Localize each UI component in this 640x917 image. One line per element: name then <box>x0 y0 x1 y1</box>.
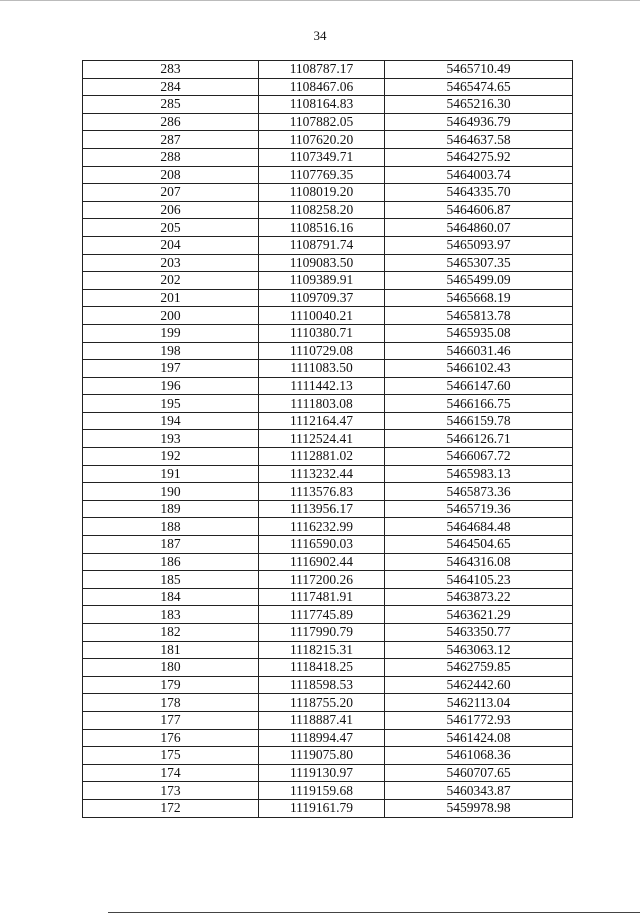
point-number-cell: 187 <box>83 536 259 554</box>
table-row <box>83 395 573 413</box>
y-coordinate-cell: 5461068.36 <box>385 747 573 765</box>
y-coordinate-cell: 5466102.43 <box>385 360 573 378</box>
point-number-cell: 206 <box>83 201 259 219</box>
point-number-cell: 186 <box>83 553 259 571</box>
table-row <box>83 61 573 79</box>
table-row <box>83 711 573 729</box>
y-coordinate-cell: 5464936.79 <box>385 113 573 131</box>
table-row <box>83 166 573 184</box>
y-coordinate-cell: 5459978.98 <box>385 799 573 817</box>
table-row <box>83 272 573 290</box>
y-coordinate-cell: 5464860.07 <box>385 219 573 237</box>
point-number-cell: 188 <box>83 518 259 536</box>
y-coordinate-cell: 5461424.08 <box>385 729 573 747</box>
point-number-cell: 183 <box>83 606 259 624</box>
table-row <box>83 307 573 325</box>
table-row <box>83 747 573 765</box>
page-number: 34 <box>313 28 327 43</box>
table-row <box>83 606 573 624</box>
table-row <box>83 483 573 501</box>
point-number-cell: 200 <box>83 307 259 325</box>
y-coordinate-cell: 5464637.58 <box>385 131 573 149</box>
y-coordinate-cell: 5464684.48 <box>385 518 573 536</box>
y-coordinate-cell: 5466159.78 <box>385 412 573 430</box>
x-coordinate-cell: 1119159.68 <box>259 782 385 800</box>
point-number-cell: 202 <box>83 272 259 290</box>
point-number-cell: 181 <box>83 641 259 659</box>
y-coordinate-cell: 5465873.36 <box>385 483 573 501</box>
table-row <box>83 254 573 272</box>
x-coordinate-cell: 1113956.17 <box>259 500 385 518</box>
y-coordinate-cell: 5465499.09 <box>385 272 573 290</box>
point-number-cell: 178 <box>83 694 259 712</box>
x-coordinate-cell: 1116590.03 <box>259 536 385 554</box>
table-row <box>83 219 573 237</box>
table-row <box>83 553 573 571</box>
table-row <box>83 412 573 430</box>
y-coordinate-cell: 5462442.60 <box>385 676 573 694</box>
y-coordinate-cell: 5465668.19 <box>385 289 573 307</box>
x-coordinate-cell: 1116902.44 <box>259 553 385 571</box>
point-number-cell: 177 <box>83 711 259 729</box>
x-coordinate-cell: 1109709.37 <box>259 289 385 307</box>
y-coordinate-cell: 5465307.35 <box>385 254 573 272</box>
table-row <box>83 588 573 606</box>
point-number-cell: 172 <box>83 799 259 817</box>
point-number-cell: 195 <box>83 395 259 413</box>
y-coordinate-cell: 5465813.78 <box>385 307 573 325</box>
x-coordinate-cell: 1113576.83 <box>259 483 385 501</box>
point-number-cell: 207 <box>83 184 259 202</box>
x-coordinate-cell: 1118994.47 <box>259 729 385 747</box>
x-coordinate-cell: 1112881.02 <box>259 448 385 466</box>
point-number-cell: 283 <box>83 61 259 79</box>
x-coordinate-cell: 1108787.17 <box>259 61 385 79</box>
y-coordinate-cell: 5464335.70 <box>385 184 573 202</box>
y-coordinate-cell: 5462759.85 <box>385 659 573 677</box>
table-row <box>83 78 573 96</box>
y-coordinate-cell: 5464504.65 <box>385 536 573 554</box>
y-coordinate-cell: 5464275.92 <box>385 148 573 166</box>
y-coordinate-cell: 5465093.97 <box>385 236 573 254</box>
table-row <box>83 131 573 149</box>
coordinates-table <box>82 60 573 818</box>
table-row <box>83 201 573 219</box>
x-coordinate-cell: 1119130.97 <box>259 764 385 782</box>
table-row <box>83 342 573 360</box>
point-number-cell: 175 <box>83 747 259 765</box>
table-row <box>83 113 573 131</box>
x-coordinate-cell: 1107769.35 <box>259 166 385 184</box>
point-number-cell: 197 <box>83 360 259 378</box>
x-coordinate-cell: 1117200.26 <box>259 571 385 589</box>
x-coordinate-cell: 1117481.91 <box>259 588 385 606</box>
point-number-cell: 196 <box>83 377 259 395</box>
table-row <box>83 676 573 694</box>
y-coordinate-cell: 5466031.46 <box>385 342 573 360</box>
table-row <box>83 764 573 782</box>
x-coordinate-cell: 1111803.08 <box>259 395 385 413</box>
x-coordinate-cell: 1119075.80 <box>259 747 385 765</box>
table-row <box>83 729 573 747</box>
x-coordinate-cell: 1107882.05 <box>259 113 385 131</box>
point-number-cell: 184 <box>83 588 259 606</box>
point-number-cell: 285 <box>83 96 259 114</box>
point-number-cell: 201 <box>83 289 259 307</box>
point-number-cell: 288 <box>83 148 259 166</box>
point-number-cell: 198 <box>83 342 259 360</box>
x-coordinate-cell: 1107620.20 <box>259 131 385 149</box>
table-row <box>83 360 573 378</box>
x-coordinate-cell: 1109389.91 <box>259 272 385 290</box>
x-coordinate-cell: 1112524.41 <box>259 430 385 448</box>
y-coordinate-cell: 5464105.23 <box>385 571 573 589</box>
x-coordinate-cell: 1118887.41 <box>259 711 385 729</box>
y-coordinate-cell: 5466166.75 <box>385 395 573 413</box>
x-coordinate-cell: 1116232.99 <box>259 518 385 536</box>
point-number-cell: 189 <box>83 500 259 518</box>
table-row <box>83 518 573 536</box>
x-coordinate-cell: 1108019.20 <box>259 184 385 202</box>
x-coordinate-cell: 1108467.06 <box>259 78 385 96</box>
point-number-cell: 199 <box>83 324 259 342</box>
point-number-cell: 203 <box>83 254 259 272</box>
point-number-cell: 287 <box>83 131 259 149</box>
table-row <box>83 799 573 817</box>
y-coordinate-cell: 5461772.93 <box>385 711 573 729</box>
x-coordinate-cell: 1119161.79 <box>259 799 385 817</box>
table-row <box>83 782 573 800</box>
y-coordinate-cell: 5465935.08 <box>385 324 573 342</box>
point-number-cell: 176 <box>83 729 259 747</box>
point-number-cell: 284 <box>83 78 259 96</box>
x-coordinate-cell: 1111442.13 <box>259 377 385 395</box>
y-coordinate-cell: 5463063.12 <box>385 641 573 659</box>
x-coordinate-cell: 1108164.83 <box>259 96 385 114</box>
y-coordinate-cell: 5462113.04 <box>385 694 573 712</box>
point-number-cell: 173 <box>83 782 259 800</box>
y-coordinate-cell: 5465216.30 <box>385 96 573 114</box>
y-coordinate-cell: 5465983.13 <box>385 465 573 483</box>
x-coordinate-cell: 1112164.47 <box>259 412 385 430</box>
y-coordinate-cell: 5465474.65 <box>385 78 573 96</box>
x-coordinate-cell: 1110040.21 <box>259 307 385 325</box>
table-row <box>83 659 573 677</box>
point-number-cell: 286 <box>83 113 259 131</box>
y-coordinate-cell: 5466067.72 <box>385 448 573 466</box>
point-number-cell: 191 <box>83 465 259 483</box>
table-row <box>83 641 573 659</box>
x-coordinate-cell: 1117745.89 <box>259 606 385 624</box>
point-number-cell: 180 <box>83 659 259 677</box>
y-coordinate-cell: 5464003.74 <box>385 166 573 184</box>
x-coordinate-cell: 1107349.71 <box>259 148 385 166</box>
x-coordinate-cell: 1118598.53 <box>259 676 385 694</box>
table-row <box>83 236 573 254</box>
point-number-cell: 193 <box>83 430 259 448</box>
x-coordinate-cell: 1110729.08 <box>259 342 385 360</box>
coordinates-table-body <box>83 61 573 818</box>
y-coordinate-cell: 5466147.60 <box>385 377 573 395</box>
table-row <box>83 694 573 712</box>
point-number-cell: 174 <box>83 764 259 782</box>
table-row <box>83 148 573 166</box>
table-row <box>83 571 573 589</box>
table-row <box>83 377 573 395</box>
y-coordinate-cell: 5466126.71 <box>385 430 573 448</box>
x-coordinate-cell: 1110380.71 <box>259 324 385 342</box>
y-coordinate-cell: 5463873.22 <box>385 588 573 606</box>
page-top-edge <box>0 0 640 1</box>
point-number-cell: 182 <box>83 624 259 642</box>
table-row <box>83 289 573 307</box>
x-coordinate-cell: 1109083.50 <box>259 254 385 272</box>
point-number-cell: 190 <box>83 483 259 501</box>
table-row <box>83 96 573 114</box>
point-number-cell: 192 <box>83 448 259 466</box>
point-number-cell: 204 <box>83 236 259 254</box>
y-coordinate-cell: 5465719.36 <box>385 500 573 518</box>
x-coordinate-cell: 1108258.20 <box>259 201 385 219</box>
x-coordinate-cell: 1108791.74 <box>259 236 385 254</box>
table-row <box>83 536 573 554</box>
x-coordinate-cell: 1117990.79 <box>259 624 385 642</box>
table-row <box>83 465 573 483</box>
table-row <box>83 430 573 448</box>
table-row <box>83 500 573 518</box>
point-number-cell: 205 <box>83 219 259 237</box>
table-row <box>83 324 573 342</box>
bottom-rule <box>108 912 640 913</box>
table-row <box>83 624 573 642</box>
table-row <box>83 448 573 466</box>
x-coordinate-cell: 1118418.25 <box>259 659 385 677</box>
y-coordinate-cell: 5460707.65 <box>385 764 573 782</box>
x-coordinate-cell: 1118215.31 <box>259 641 385 659</box>
y-coordinate-cell: 5463350.77 <box>385 624 573 642</box>
y-coordinate-cell: 5464316.08 <box>385 553 573 571</box>
table-row <box>83 184 573 202</box>
x-coordinate-cell: 1111083.50 <box>259 360 385 378</box>
point-number-cell: 179 <box>83 676 259 694</box>
y-coordinate-cell: 5460343.87 <box>385 782 573 800</box>
y-coordinate-cell: 5465710.49 <box>385 61 573 79</box>
x-coordinate-cell: 1108516.16 <box>259 219 385 237</box>
point-number-cell: 208 <box>83 166 259 184</box>
point-number-cell: 194 <box>83 412 259 430</box>
x-coordinate-cell: 1118755.20 <box>259 694 385 712</box>
y-coordinate-cell: 5463621.29 <box>385 606 573 624</box>
point-number-cell: 185 <box>83 571 259 589</box>
y-coordinate-cell: 5464606.87 <box>385 201 573 219</box>
x-coordinate-cell: 1113232.44 <box>259 465 385 483</box>
